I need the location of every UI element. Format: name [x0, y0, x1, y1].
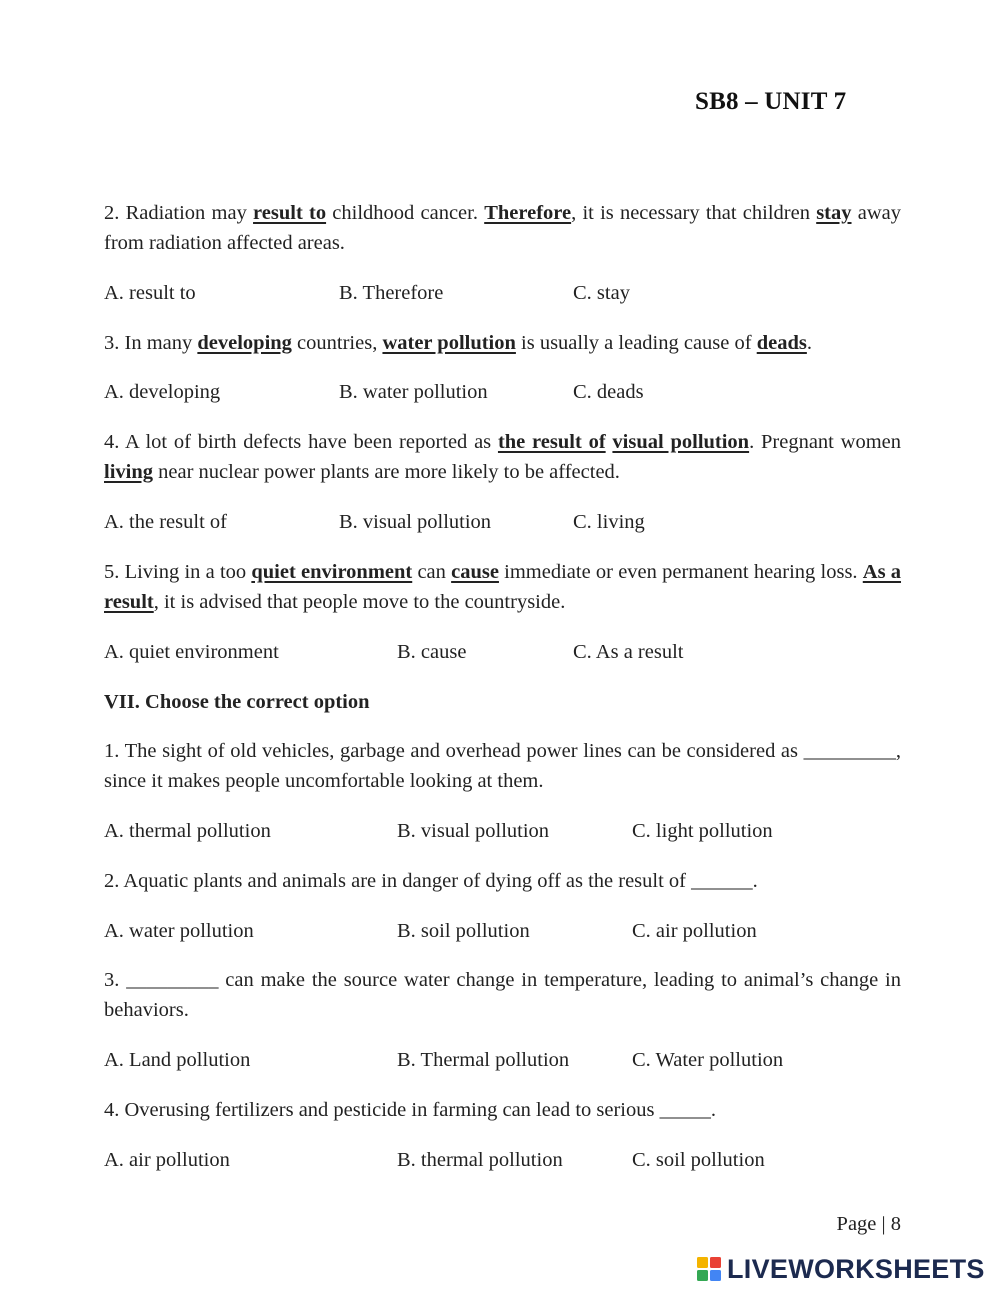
option-c[interactable]: C. light pollution [632, 820, 773, 842]
option-a[interactable]: A. the result of [104, 511, 227, 533]
question-6-2 [104, 198, 901, 258]
question-7-2: 2. Aquatic plants and animals are in danger of dying off as the result of ______. [104, 870, 758, 892]
option-a[interactable]: A. quiet environment [104, 641, 279, 663]
option-b[interactable]: B. thermal pollution [397, 1149, 563, 1171]
underlined-phrase: the result of [497, 431, 606, 453]
option-c[interactable]: C. soil pollution [632, 1149, 765, 1171]
underlined-phrase: result to [253, 202, 327, 224]
question-6-5 [104, 557, 901, 617]
underlined-phrase: visual pollution [612, 431, 750, 453]
logo-square [697, 1270, 708, 1281]
liveworksheets-brand[interactable] [697, 1254, 985, 1284]
text: 2. Radiation may [104, 202, 254, 224]
question-6-3 [104, 328, 901, 358]
text: 5. Living in a too [104, 561, 252, 583]
text: countries, [291, 332, 383, 354]
option-a[interactable]: A. water pollution [104, 920, 254, 942]
logo-square [710, 1270, 721, 1281]
option-c[interactable]: C. living [573, 511, 645, 533]
page-number: Page | 8 [836, 1213, 901, 1235]
option-c[interactable]: C. stay [573, 282, 630, 304]
underlined-phrase: developing [197, 332, 292, 354]
underlined-phrase: Therefore [484, 202, 572, 224]
underlined-phrase: cause [451, 561, 499, 583]
option-a[interactable]: A. developing [104, 381, 221, 403]
underlined-phrase: living [104, 461, 153, 483]
question-7-3: 3. _________ can make the source water change in temperature, leading to animal’s change in behaviors. [104, 969, 901, 1021]
liveworksheets-logo-icon [697, 1257, 723, 1281]
option-b[interactable]: B. Thermal pollution [397, 1049, 570, 1071]
option-b[interactable]: B. visual pollution [339, 511, 492, 533]
underlined-phrase: deads [756, 332, 807, 354]
logo-square [697, 1257, 708, 1268]
option-b[interactable]: B. soil pollution [397, 920, 530, 942]
text: 3. In many [104, 332, 198, 354]
option-b[interactable]: B. cause [397, 641, 467, 663]
question-6-4 [104, 427, 901, 487]
underlined-phrase: stay [816, 202, 852, 224]
text: , it is advised that people move to the countryside. [153, 591, 566, 613]
underlined-phrase: water pollution [382, 332, 516, 354]
option-b[interactable]: B. water pollution [339, 381, 488, 403]
page-header-title: SB8 – UNIT 7 [695, 88, 847, 115]
option-c[interactable]: C. deads [573, 381, 644, 403]
text: 4. A lot of birth defects have been reported as [104, 431, 498, 453]
question-7-1: 1. The sight of old vehicles, garbage and overhead power lines can be considered as _________, since it makes people uncomfortable looking at them. [104, 740, 901, 792]
option-b[interactable]: B. visual pollution [397, 820, 550, 842]
text: can [412, 561, 452, 583]
text: away from radiation affected areas. [104, 202, 901, 254]
question-7-4: 4. Overusing fertilizers and pesticide in farming can lead to serious _____. [104, 1099, 716, 1121]
section-heading: VII. Choose the correct option [104, 691, 370, 713]
option-c[interactable]: C. air pollution [632, 920, 757, 942]
text: near nuclear power plants are more likely to be affected. [153, 461, 620, 483]
text: . [806, 332, 812, 354]
option-a[interactable]: A. thermal pollution [104, 820, 271, 842]
underlined-phrase: quiet environment [251, 561, 413, 583]
underlined-phrase: As a result [104, 561, 902, 613]
option-c[interactable]: C. As a result [573, 641, 684, 663]
option-a[interactable]: A. air pollution [104, 1149, 230, 1171]
option-a[interactable]: A. result to [104, 282, 196, 304]
brand-text: LIVEWORKSHEETS [727, 1253, 985, 1284]
text: childhood cancer. [326, 202, 485, 224]
text: immediate or even permanent hearing loss. [498, 561, 863, 583]
text: . Pregnant women [749, 431, 901, 453]
text: , it is necessary that children [571, 202, 817, 224]
option-b[interactable]: B. Therefore [339, 282, 444, 304]
option-c[interactable]: C. Water pollution [632, 1049, 784, 1071]
logo-square [710, 1257, 721, 1268]
text: is usually a leading cause of [515, 332, 757, 354]
option-a[interactable]: A. Land pollution [104, 1049, 251, 1071]
